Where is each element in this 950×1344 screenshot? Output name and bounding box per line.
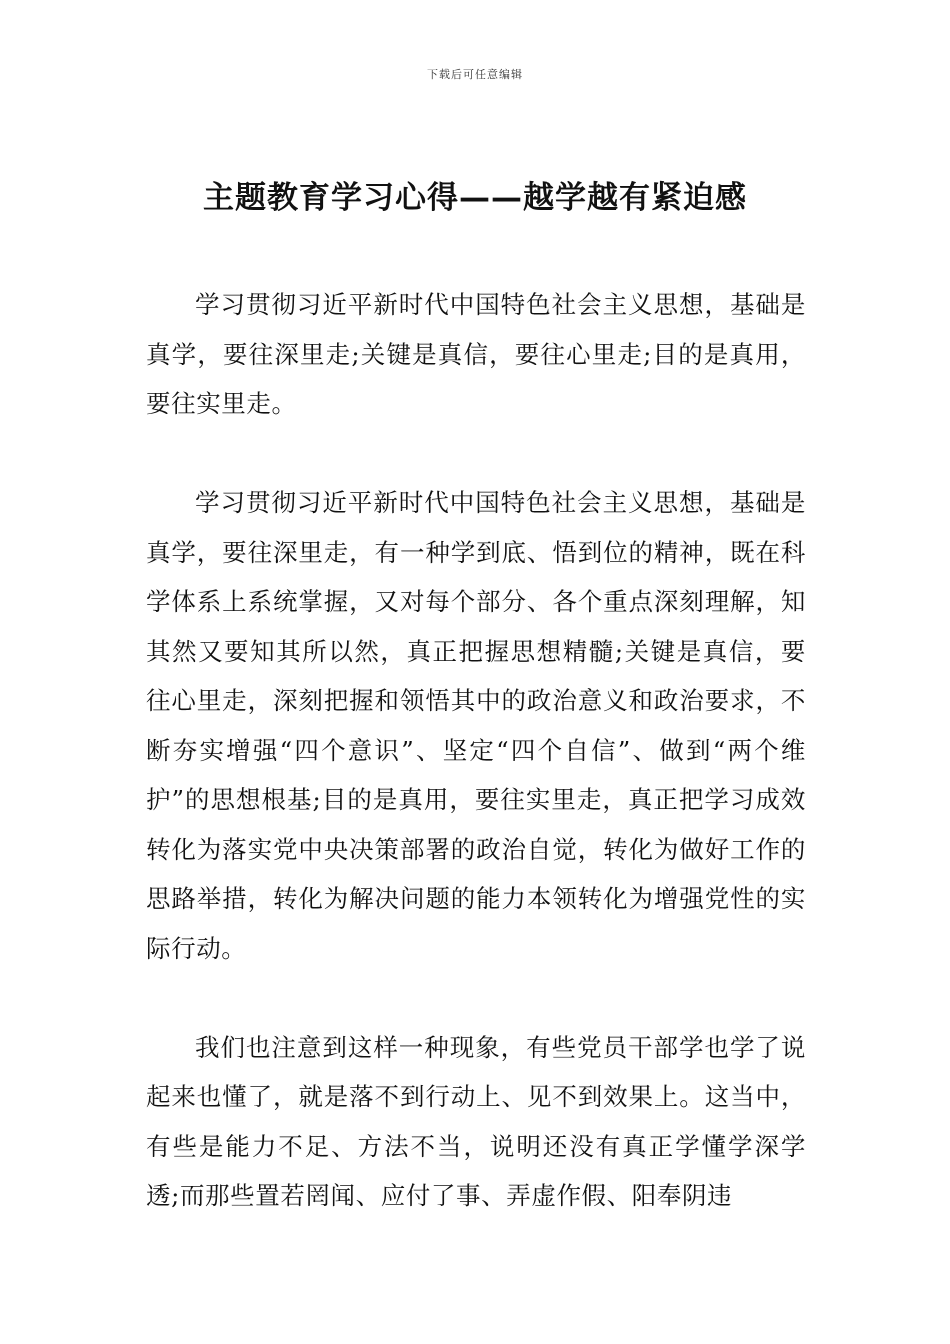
document-title: 主题教育学习心得——越学越有紧迫感 — [203, 180, 747, 216]
paragraph-1: 学习贯彻习近平新时代中国特色社会主义思想，基础是真学，要往深里走;关键是真信，要往心里走;目的是真用，要往实里走。 — [146, 290, 806, 418]
paragraph-3: 我们也注意到这样一种现象，有些党员干部学也学了说起来也懂了，就是落不到行动上、见不到效果上。这当中，有些是能力不足、方法不当，说明还没有真正学懂学深学透;而那些置若罔闻、应付了事、弄虚作假、阳奉阴违 — [146, 1032, 806, 1210]
document-body — [146, 280, 806, 1221]
paragraph-2: 学习贯彻习近平新时代中国特色社会主义思想，基础是真学，要往深里走，有一种学到底、悟到位的精神，既在科学体系上系统掌握，又对每个部分、各个重点深刻理解，知其然又要知其所以然，真正把握思想精髓;关键是真信，要往心里走，深刻把握和领悟其中的政治意义和政治要求，不断夯实增强“四个意识”、坚定“四个自信”、做到“两个维护”的思想根基;目的是真用，要往实里走，真正把学习成效转化为落实党中央决策部署的政治自觉，转化为做好工作的思路举措，转化为解决问题的能力本领转化为增强党性的实际行动。 — [146, 488, 806, 963]
header-note: 下载后可任意编辑 — [427, 68, 523, 81]
